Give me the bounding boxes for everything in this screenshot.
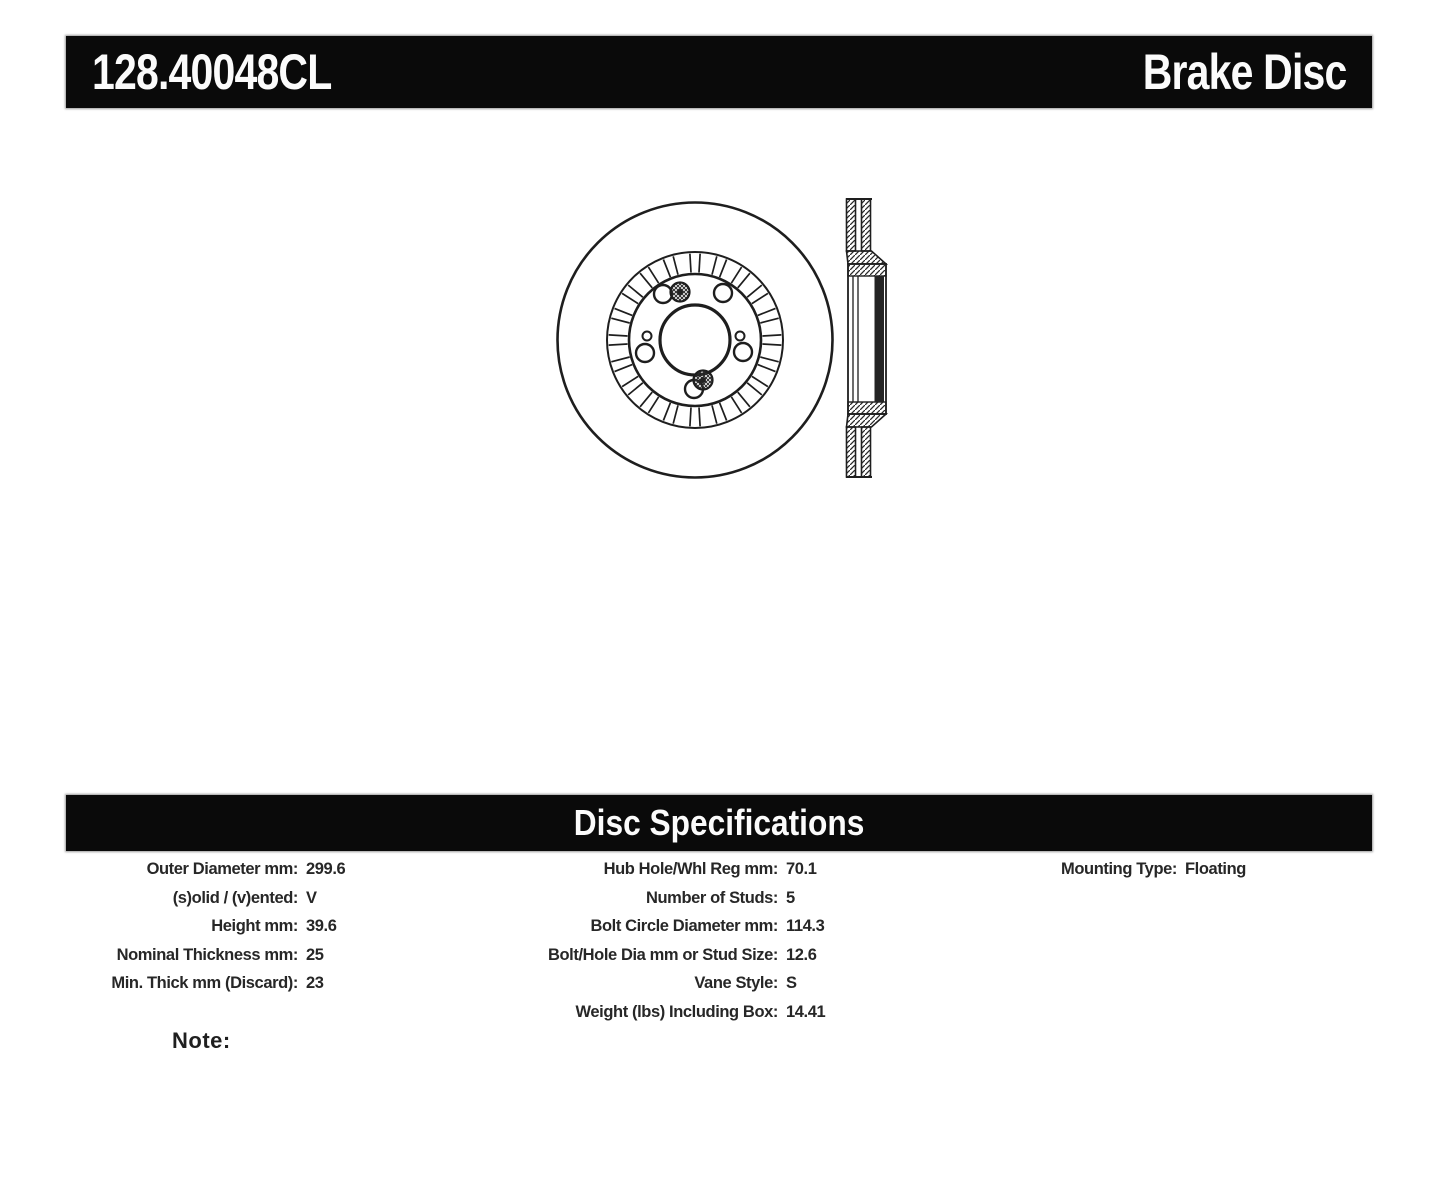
spec-row [1000, 855, 1372, 884]
spec-value: 12.6 [786, 945, 817, 964]
spec-row [66, 969, 496, 998]
spec-label: (s)olid / (v)ented: [172, 888, 298, 907]
spec-row [66, 855, 496, 884]
spec-value: 299.6 [306, 860, 346, 878]
section-bar [66, 795, 1372, 851]
part-number: 128.40048CL [92, 44, 332, 100]
spec-row [506, 998, 986, 1027]
spec-row [506, 969, 986, 998]
spec-label: Number of Studs: [645, 888, 778, 907]
spec-value: 39.6 [306, 917, 337, 936]
spec-label: Vane Style: [694, 974, 778, 993]
spec-row [506, 941, 986, 970]
spec-row [66, 884, 496, 913]
spec-value: 114.3 [786, 917, 825, 936]
spec-value: 70.1 [786, 860, 817, 878]
spec-column-left [66, 855, 496, 998]
spec-value: V [306, 888, 317, 907]
spec-label: Hub Hole/Whl Reg mm: [603, 860, 778, 878]
spec-label: Mounting Type: [1061, 860, 1177, 878]
spec-label: Outer Diameter mm: [146, 860, 298, 878]
spec-table [66, 855, 1372, 1030]
side-cross-section-drawing [846, 199, 886, 477]
spec-column-middle [506, 855, 986, 1027]
spec-row [506, 912, 986, 941]
spec-value: 25 [306, 945, 324, 964]
note-label: Note: [172, 1028, 231, 1053]
vane-slots [609, 254, 782, 427]
section-title: Disc Specifications [573, 802, 865, 843]
spec-value: 23 [306, 974, 324, 993]
spec-row [506, 855, 986, 884]
spec-label: Bolt/Hole Dia mm or Stud Size: [547, 945, 778, 964]
spec-value: Floating [1185, 860, 1246, 878]
spec-value: 5 [786, 888, 795, 907]
spec-column-right [1000, 855, 1372, 884]
spec-value: S [786, 974, 797, 993]
spec-row [66, 941, 496, 970]
header-bar [66, 36, 1372, 108]
brake-disc-technical-drawing [540, 180, 910, 500]
spec-value: 14.41 [786, 1002, 826, 1021]
spec-label: Weight (lbs) Including Box: [575, 1002, 778, 1021]
spec-label: Height mm: [211, 917, 298, 936]
spec-label: Bolt Circle Diameter mm: [590, 917, 778, 936]
spec-row [66, 912, 496, 941]
product-name: Brake Disc [1142, 44, 1346, 100]
front-view-drawing [558, 203, 833, 478]
spec-label: Min. Thick mm (Discard): [111, 974, 298, 993]
spec-label: Nominal Thickness mm: [116, 945, 298, 964]
spec-row [506, 884, 986, 913]
